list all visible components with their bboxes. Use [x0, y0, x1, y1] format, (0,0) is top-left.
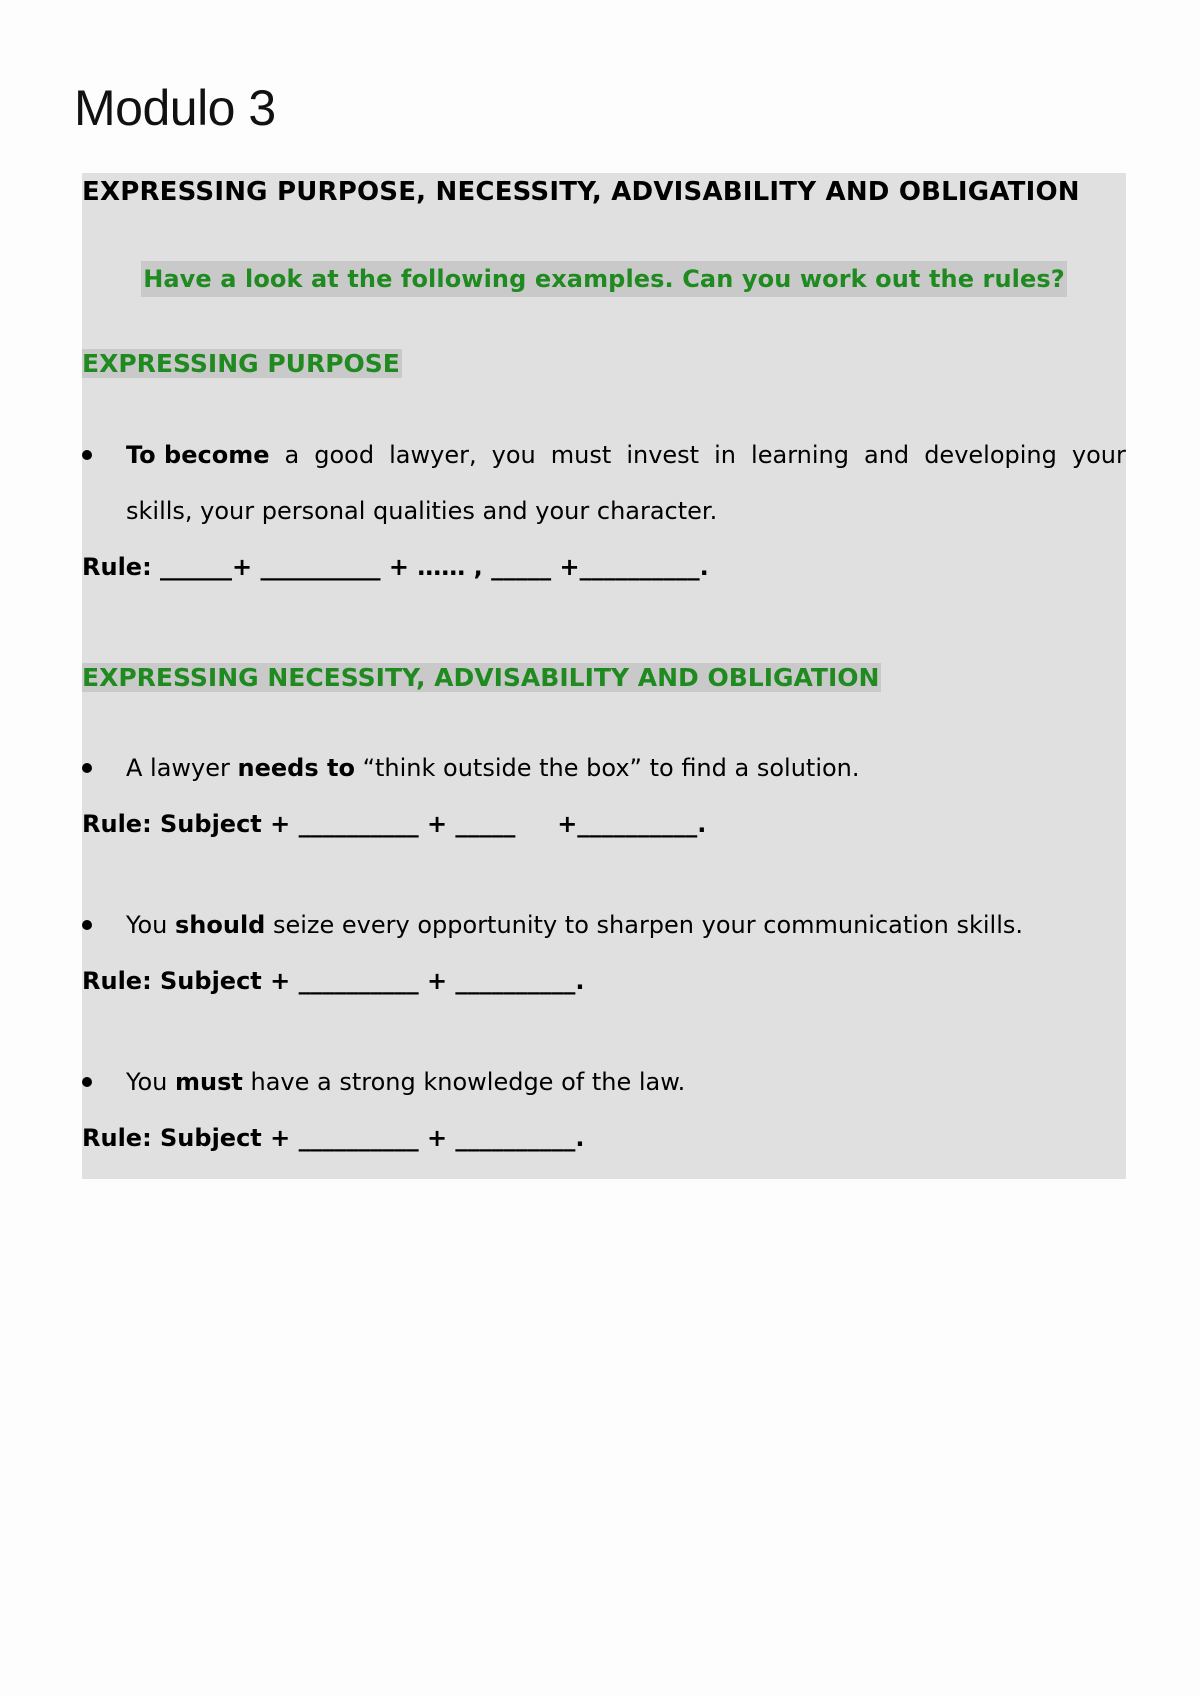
purpose-heading-row [82, 345, 402, 383]
example-keyword: needs to [237, 754, 355, 782]
main-heading: EXPRESSING PURPOSE, NECESSITY, ADVISABILITY AND OBLIGATION [82, 177, 1080, 207]
example-word: must [550, 441, 612, 469]
purpose-example-line1 [126, 436, 1126, 474]
example-keyword: must [175, 1068, 243, 1096]
example-keyword: should [175, 911, 266, 939]
example-text-pre: You [126, 1068, 175, 1096]
necessity-heading-row [82, 659, 881, 697]
example-text-post: have a strong knowledge of the law. [242, 1068, 686, 1096]
example-word: you [491, 441, 536, 469]
purpose-heading: EXPRESSING PURPOSE [82, 349, 400, 378]
necessity-heading: EXPRESSING NECESSITY, ADVISABILITY AND OBLIGATION [82, 663, 880, 692]
example-word: lawyer, [389, 441, 477, 469]
example-word: in [714, 441, 737, 469]
instruction-text: Have a look at the following examples. Can you work out the rules? [141, 261, 1067, 297]
bullet-icon [82, 450, 92, 460]
example-word: and [864, 441, 910, 469]
necessity-rule-2: Rule: Subject + __________ + __________. [82, 967, 585, 995]
example-text-post: “think outside the box” to find a solution. [354, 754, 860, 782]
worksheet-image [82, 173, 1126, 1179]
bullet-icon [82, 1077, 92, 1087]
page-title: Modulo 3 [74, 80, 276, 136]
example-word: learning [751, 441, 849, 469]
bullet-icon [82, 763, 92, 773]
purpose-rule: Rule: ______+ __________ + …… , _____ +__________. [82, 553, 709, 581]
example-word: invest [626, 441, 700, 469]
example-word: a [284, 441, 300, 469]
necessity-example-1 [126, 749, 860, 787]
example-text-post: seize every opportunity to sharpen your communication skills. [265, 911, 1024, 939]
example-word: To become [126, 441, 270, 469]
example-word: developing [924, 441, 1057, 469]
example-text-pre: You [126, 911, 175, 939]
purpose-example-line2: skills, your personal qualities and your character. [126, 497, 718, 525]
necessity-example-3 [126, 1063, 685, 1101]
necessity-rule-3: Rule: Subject + __________ + __________. [82, 1124, 585, 1152]
example-text-pre: A lawyer [126, 754, 238, 782]
instruction-wrap [82, 260, 1126, 298]
example-word: your [1071, 441, 1126, 469]
example-word: good [314, 441, 375, 469]
bullet-icon [82, 920, 92, 930]
necessity-rule-1: Rule: Subject + __________ + _____ +__________. [82, 810, 707, 838]
necessity-example-2 [126, 906, 1023, 944]
